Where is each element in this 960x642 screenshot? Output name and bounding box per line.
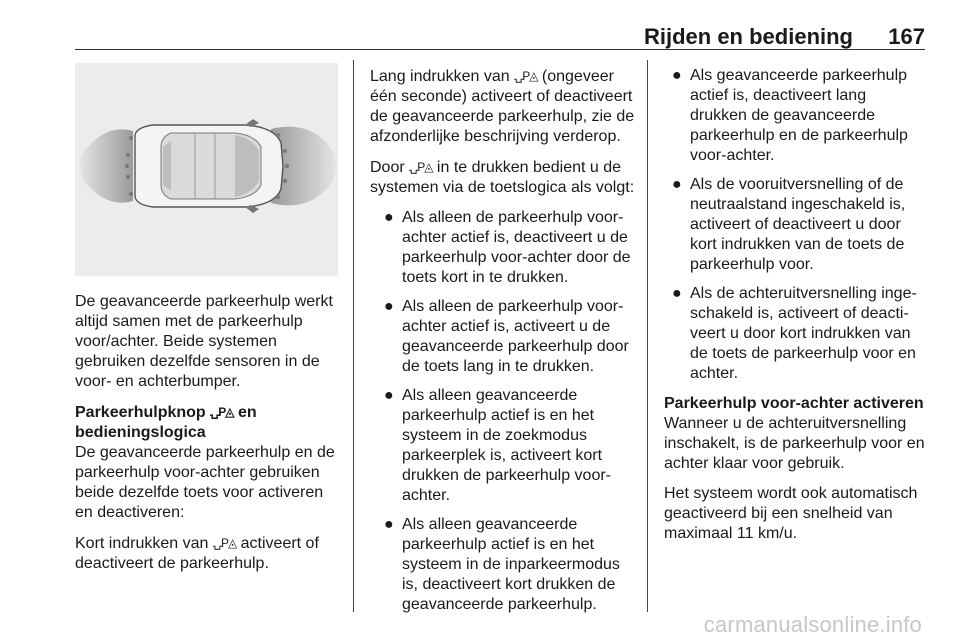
parking-assist-button-icon: ⍽P◬ bbox=[409, 160, 433, 174]
column-1 bbox=[75, 292, 340, 584]
column-divider bbox=[353, 60, 354, 612]
column-3 bbox=[664, 66, 926, 554]
parking-assist-button-icon: ⍽P◬ bbox=[212, 536, 237, 550]
list-item: ● Als alleen geavanceerde parkeerhulp actief is en het systeem in de zoekmodus parkeerplek is, activeert kort drukken de parkeerhulp voor-achter. bbox=[384, 387, 612, 504]
paragraph: Het systeem wordt ook automatisch geactiveerd bij een snelheid van maximaal 11 km/u. bbox=[664, 485, 918, 542]
list-item: ● Als alleen geavanceerde parkeerhulp actief is en het systeem in de inparkeermodus is, deactiveert kort drukken de geavanceerde parkeerhulp. bbox=[384, 516, 620, 613]
list-item: ● Als geavanceerde parkeerhulp actief is, deactiveert lang drukken de geavanceerde parkeerhulp en de parkeerhulp voor-achter. bbox=[672, 67, 908, 164]
list-item: ● Als alleen de parkeerhulp voor-achter actief is, activeert u de geavanceerde parkeerhulp door de toets lang in te drukken. bbox=[384, 298, 629, 375]
bullet-icon: ● bbox=[384, 516, 394, 533]
section-title: Rijden en bediening bbox=[643, 24, 853, 49]
paragraph: Kort indrukken van ⍽P◬ activeert of deactiveert de parkeerhulp. bbox=[75, 535, 319, 572]
watermark: carmanualsonline.info bbox=[703, 612, 922, 637]
column-divider bbox=[647, 60, 648, 612]
list-item: ● Als de achteruitversnelling inge-schakeld is, activeert of deacti-veert u door kort indrukken van de toets de parkeerhulp voor en achter. bbox=[672, 285, 917, 382]
paragraph: De geavanceerde parkeerhulp en de parkeerhulp voor-achter gebruiken beide dezelfde toets voor activeren en deactiveren: bbox=[75, 444, 335, 521]
bullet-icon: ● bbox=[672, 176, 682, 193]
parking-assist-button-icon: ⍽P◬ bbox=[514, 69, 538, 83]
parking-assist-button-icon: ⍽P◬ bbox=[210, 405, 234, 419]
car-parking-sensors-illustration bbox=[75, 63, 338, 276]
section-heading-button-logic: Parkeerhulpknop ⍽P◬ en bedieningslogica bbox=[75, 404, 257, 441]
paragraph: Wanneer u de achteruitversnelling inschakelt, is de parkeerhulp voor en achter klaar voor gebruik. bbox=[664, 415, 925, 472]
bullet-icon: ● bbox=[384, 387, 394, 404]
section-heading-activation: Parkeerhulp voor-achter activeren bbox=[664, 395, 924, 412]
button-logic-list-continued bbox=[664, 66, 926, 384]
bullet-icon: ● bbox=[384, 209, 394, 226]
intro-paragraph: De geavanceerde parkeerhulp werkt altijd samen met de parkeerhulp voor/achter. Beide systemen gebruiken dezelfde sensoren in de voor- en achterbumper. bbox=[75, 293, 333, 390]
header-rule bbox=[75, 49, 925, 50]
button-logic-list bbox=[370, 208, 638, 615]
page-header bbox=[75, 0, 925, 50]
list-item: ● Als de vooruitversnelling of de neutraalstand ingeschakeld is, activeert of deactiveert u door kort indrukken van de toets de parkeerhulp voor. bbox=[672, 176, 906, 273]
rear-window bbox=[163, 141, 171, 191]
bullet-icon: ● bbox=[384, 298, 394, 315]
car-top-view-svg bbox=[75, 63, 338, 276]
paragraph: Lang indrukken van ⍽P◬ (ongeveer één seconde) activeert of deactiveert de geavanceerde parkeerhulp, zie de afzonderlijke beschrijving verderop. bbox=[370, 68, 635, 145]
bullet-icon: ● bbox=[672, 67, 682, 84]
bullet-icon: ● bbox=[672, 285, 682, 302]
list-item: ● Als alleen de parkeerhulp voor-achter actief is, deactiveert u de parkeerhulp voor-achter door de toets kort in te drukken. bbox=[384, 209, 631, 286]
column-2 bbox=[370, 66, 638, 625]
page-number: 167 bbox=[888, 24, 925, 49]
paragraph: Door ⍽P◬ in te drukken bedient u de systemen via de toetslogica als volgt: bbox=[370, 159, 635, 196]
